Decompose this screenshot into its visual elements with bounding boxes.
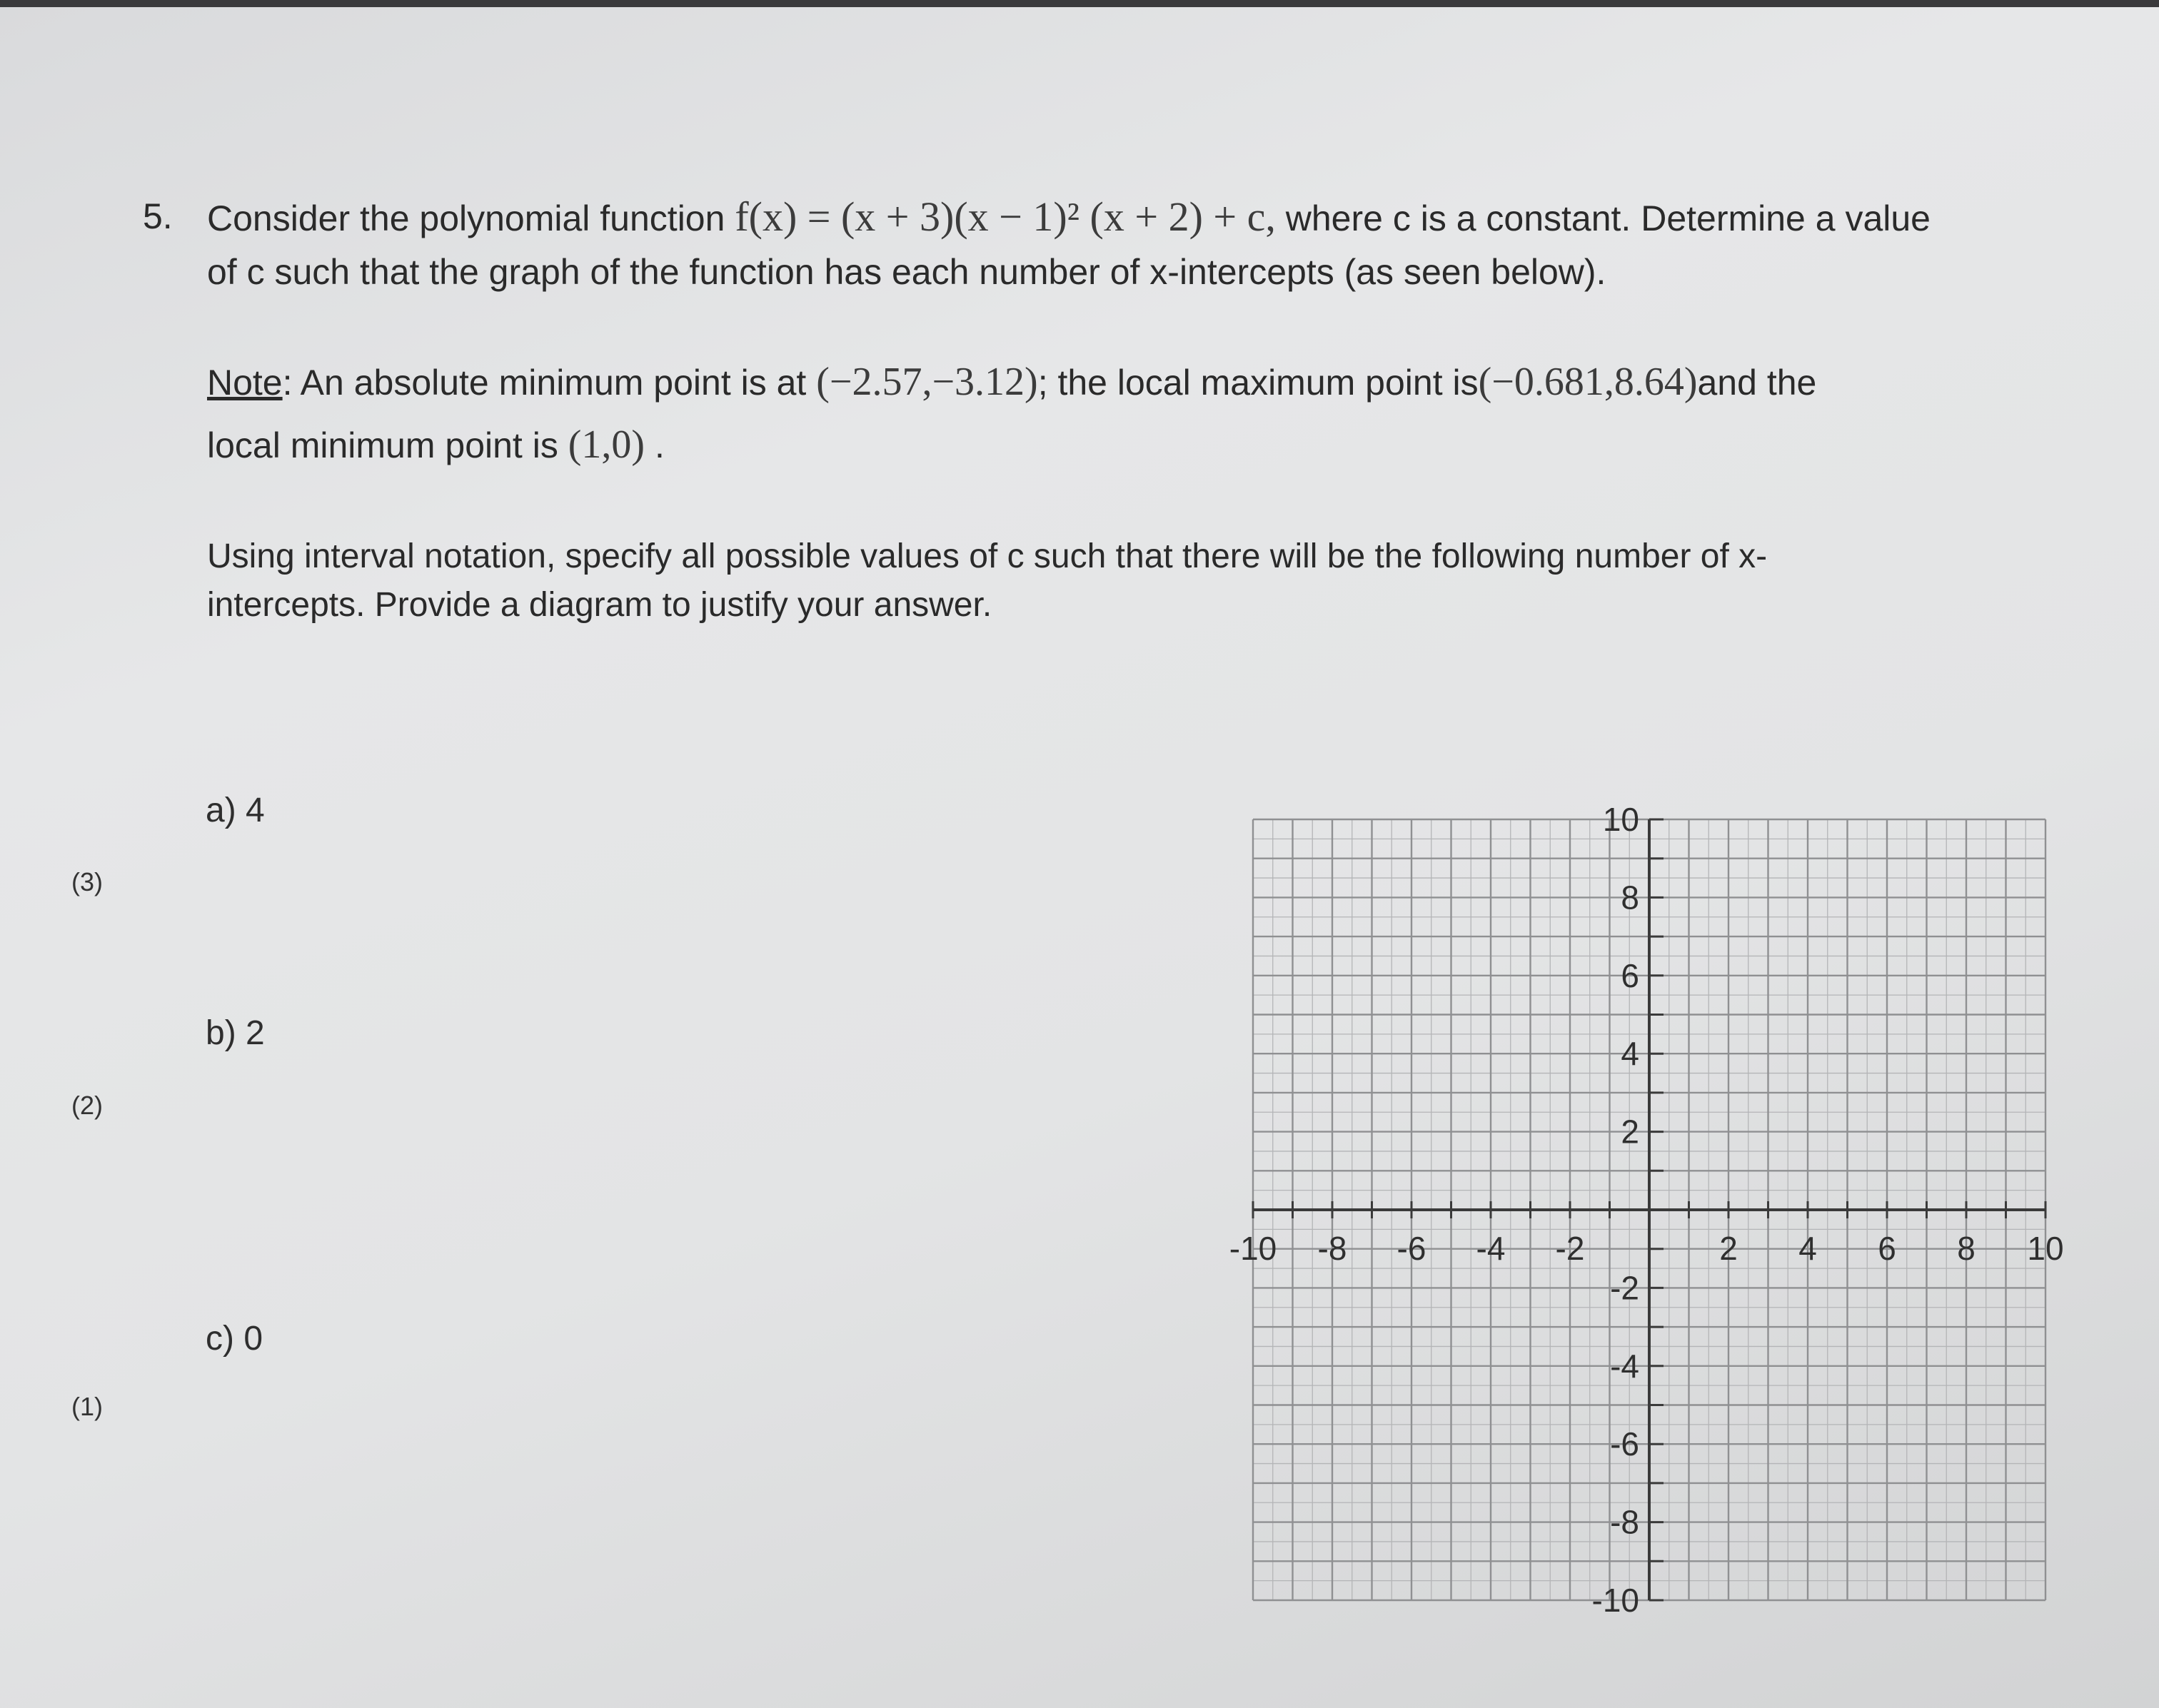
coordinate-grid[interactable] — [1207, 785, 2099, 1634]
x-tick-label: -8 — [1317, 1230, 1347, 1267]
y-tick-label: 4 — [1621, 1035, 1639, 1073]
y-tick-label: 8 — [1621, 879, 1639, 916]
note-text-5: . — [654, 425, 665, 465]
note-line-2 — [207, 420, 665, 470]
x-tick-label: 2 — [1719, 1230, 1738, 1267]
x-tick-label: 4 — [1798, 1230, 1817, 1267]
y-tick-label: 6 — [1621, 956, 1639, 994]
instruction-line-1: Using interval notation, specify all possible values of c such that there will be the following number of x- — [207, 537, 1768, 575]
function-expression: f(x) = (x + 3)(x − 1)² (x + 2) + c, — [735, 193, 1276, 240]
y-tick-label: 2 — [1621, 1113, 1639, 1151]
question-line-1 — [207, 191, 1931, 243]
question-line-2: of c such that the graph of the function has each number of x-intercepts (as seen below). — [207, 252, 1606, 292]
y-tick-label: -8 — [1610, 1503, 1639, 1541]
note-text-2: ; the local maximum point is — [1037, 363, 1479, 403]
note-text-4: local minimum point is — [207, 425, 558, 465]
x-tick-label: -2 — [1555, 1230, 1585, 1267]
abs-min-point: (−2.57,−3.12) — [816, 360, 1038, 404]
y-tick-label: -6 — [1610, 1425, 1639, 1463]
y-tick-label: -4 — [1610, 1347, 1639, 1385]
instruction-line-2: intercepts. Provide a diagram to justify your answer. — [207, 586, 992, 624]
part-b-label: b) 2 — [206, 1014, 265, 1052]
part-a-label: a) 4 — [206, 792, 265, 829]
part-c-marks: (1) — [71, 1392, 103, 1421]
x-tick-label: 6 — [1878, 1230, 1896, 1267]
x-tick-label: -4 — [1476, 1230, 1506, 1267]
x-tick-label: 8 — [1957, 1230, 1976, 1267]
question-number: 5. — [143, 196, 173, 236]
part-b-marks: (2) — [71, 1091, 103, 1120]
part-a-marks: (3) — [71, 867, 103, 896]
question-intro-cont: where c is a constant. Determine a value — [1285, 198, 1931, 238]
note-label: Note — [207, 363, 283, 403]
question-intro: Consider the polynomial function — [207, 198, 725, 238]
y-tick-label: -2 — [1610, 1269, 1639, 1307]
part-c-label: c) 0 — [206, 1320, 263, 1358]
local-min-point: (1,0) — [568, 423, 645, 467]
x-tick-label: 10 — [2027, 1230, 2064, 1267]
y-tick-label: 10 — [1602, 801, 1639, 838]
x-tick-label: -6 — [1396, 1230, 1426, 1267]
local-max-point: (−0.681,8.64) — [1478, 360, 1698, 404]
photo-top-edge — [0, 0, 2159, 7]
note-line-1 — [207, 357, 1816, 407]
y-tick-label: -10 — [1591, 1582, 1639, 1619]
note-text-1: : An absolute minimum point is at — [282, 363, 807, 403]
note-text-3: and the — [1697, 363, 1817, 403]
x-tick-label: -10 — [1229, 1230, 1277, 1267]
